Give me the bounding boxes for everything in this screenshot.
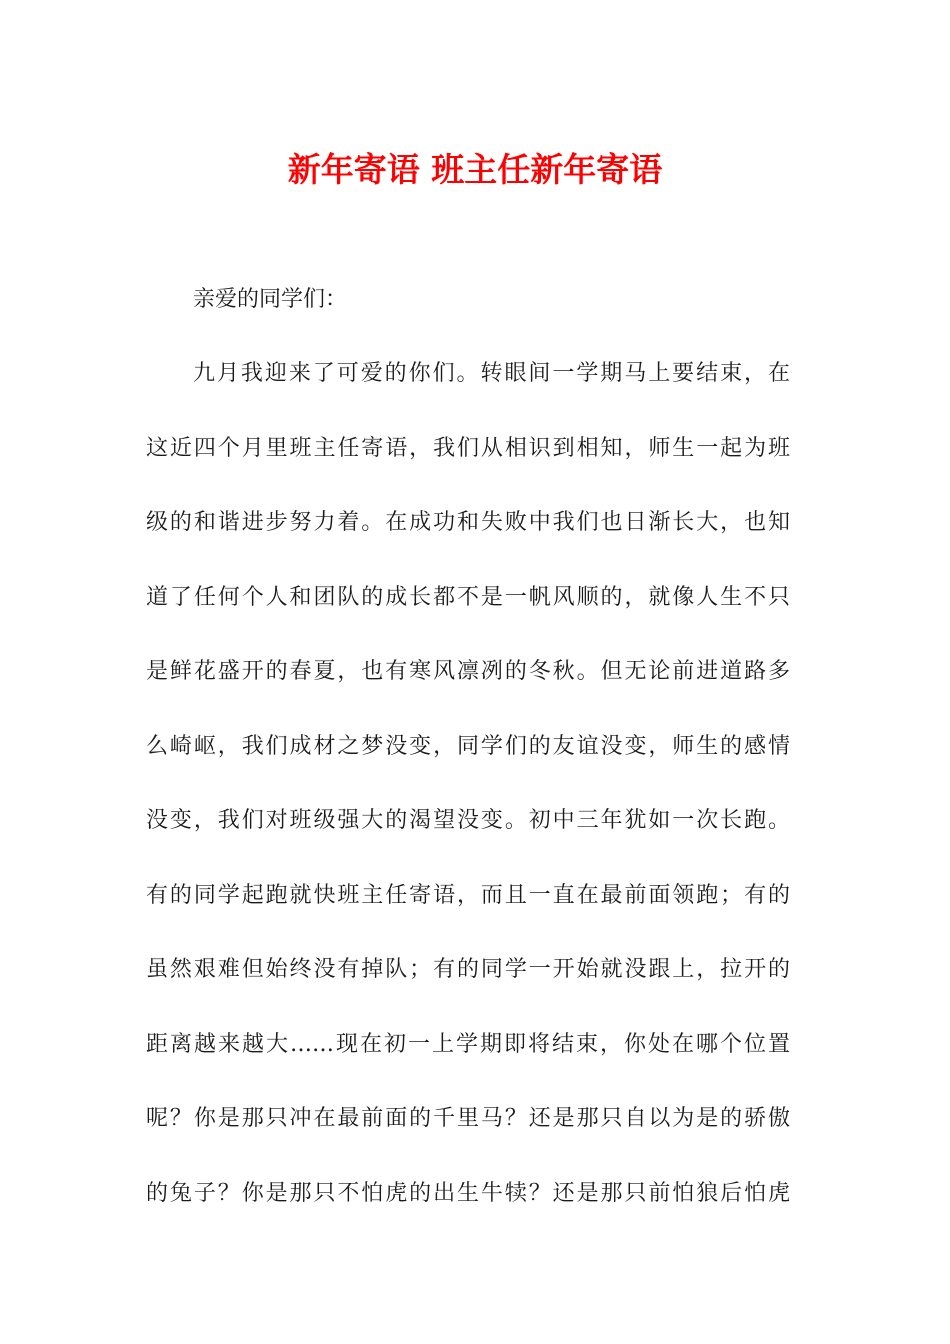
greeting-line: 亲爱的同学们： [193,287,348,312]
paragraph-line: 级的和谐进步努力着。在成功和失败中我们也日渐长大，也知 [146,510,790,535]
paragraph-line: 道了任何个人和团队的成长都不是一帆风顺的，就像人生不只 [146,585,790,610]
paragraph-line: 距离越来越大……现在初一上学期即将结束，你处在哪个位置 [146,1032,790,1057]
paragraph-line: 虽然艰难但始终没有掉队；有的同学一开始就没跟上，拉开的 [146,957,790,982]
paragraph-line: 是鲜花盛开的春夏，也有寒风凛冽的冬秋。但无论前进道路多 [146,659,790,684]
paragraph-line: 这近四个月里班主任寄语，我们从相识到相知，师生一起为班 [146,436,790,461]
document-title: 新年寄语 班主任新年寄语 [287,150,663,189]
paragraph-line: 呢？你是那只冲在最前面的千里马？还是那只自以为是的骄傲 [146,1106,790,1131]
paragraph-line: 有的同学起跑就快班主任寄语，而且一直在最前面领跑；有的 [146,883,790,908]
paragraph-line: 九月我迎来了可爱的你们。转眼间一学期马上要结束，在 [193,361,790,386]
paragraph-line: 的兔子？你是那只不怕虎的出生牛犊？还是那只前怕狼后怕虎 [146,1181,790,1206]
paragraph-line: 没变，我们对班级强大的渴望没变。初中三年犹如一次长跑。 [146,808,790,833]
paragraph-line: 么崎岖，我们成材之梦没变，同学们的友谊没变，师生的感情 [146,734,790,759]
